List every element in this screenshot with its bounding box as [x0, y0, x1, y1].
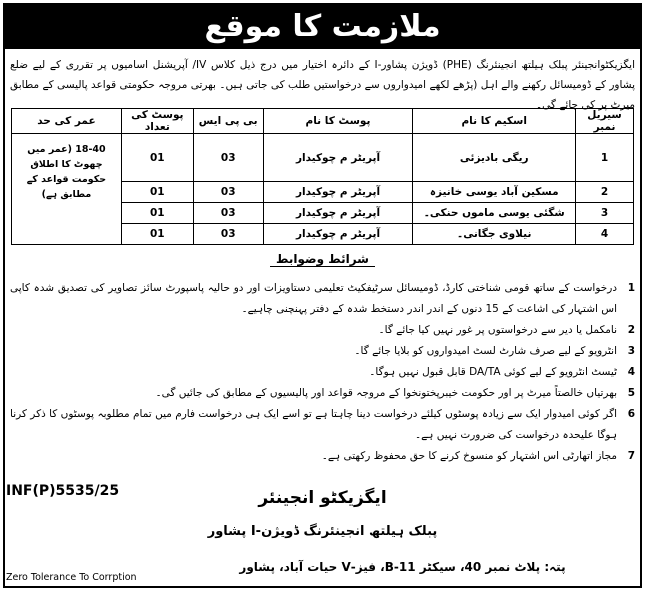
cell-age-limit: 18-40 (عمر میں چھوٹ کا اطلاق حکومت قواعد کے مطابق ہے) [12, 134, 122, 245]
cell-scheme: ریگی بادیزئی [413, 134, 576, 182]
header-serial: سیریل نمبر [576, 109, 634, 134]
cell-serial: 2 [576, 182, 634, 203]
header-scheme: اسکیم کا نام [413, 109, 576, 134]
condition-number: 2 [627, 324, 635, 336]
condition-text: نامکمل یا دیر سے درخواستوں پر غور نہیں کیا جائے گا۔ [378, 324, 617, 336]
posts-table [11, 108, 634, 245]
condition-text: اگر کوئی امیدوار ایک سے زیادہ پوسٹوں کیلئے درخواست دینا چاہتا ہے تو اسے ایک ہی درخواست فارم میں تمام مطلوبہ پوسٹوں کا ذکر کرنا ہوگا علیحدہ درخواست کی ضرورت نہیں ہے۔ [10, 408, 617, 441]
banner-title: ملازمت کا موقع [3, 3, 642, 49]
cell-bps: 03 [193, 182, 263, 203]
inf-code: INF(P)5535/25 [6, 483, 120, 499]
cell-scheme: شگئی یوسی ماموں حنکی۔ [413, 203, 576, 224]
cell-count: 01 [121, 182, 193, 203]
condition-text: انٹرویو کے لیے صرف شارٹ لسٹ امیدواروں کو بلایا جائے گا۔ [354, 345, 617, 357]
list-item [10, 278, 635, 320]
cell-bps: 03 [193, 203, 263, 224]
list-item [10, 383, 635, 404]
condition-number: 1 [627, 282, 635, 294]
cell-count: 01 [121, 224, 193, 245]
cell-bps: 03 [193, 134, 263, 182]
intro-paragraph: ایگزیکٹوانجینئر پبلک ہیلتھ انجینئرنگ (PHE) ڈویژن پشاور-I کے دائرہ اختیار میں درج ذیل کلاس IV/ آپریشنل اسامیوں پر تقرری کے لیے ضلع پشاور کے ڈومیسائل رکھنے والے اہل (پڑھے لکھے امیدواروں سے درخواستیں طلب کی جاتی ہیں۔ بھرتی مروجہ حکومتی قواعد پالیسی کے مطابق میرٹ پر کی جائے گی۔ [10, 59, 635, 111]
condition-text: بھرتیاں خالصتاً میرٹ پر اور حکومت خیبرپختونخوا کے مروجہ قواعد اور پالیسیوں کے مطابق کی جائیں گی۔ [155, 387, 617, 399]
footer-note: Zero Tolerance To Corrption [6, 572, 137, 583]
condition-number: 6 [627, 408, 635, 420]
list-item [10, 362, 635, 383]
cell-count: 01 [121, 134, 193, 182]
condition-text: ٹیسٹ انٹرویو کے لیے کوئی DA/TA قابل قبول نہیں ہوگا۔ [369, 366, 617, 378]
conditions-list [10, 278, 635, 467]
cell-bps: 03 [193, 224, 263, 245]
condition-number: 4 [627, 366, 635, 378]
condition-number: 7 [627, 450, 635, 462]
cell-post: آپریٹر م چوکیدار [263, 224, 413, 245]
header-post: پوسٹ کا نام [263, 109, 413, 134]
header-count: پوسٹ کی تعداد [121, 109, 193, 134]
cell-serial: 4 [576, 224, 634, 245]
signature-title: ایگزیکٹو انجینئر [258, 488, 387, 508]
cell-scheme: مسکین آباد یوسی خانیزہ [413, 182, 576, 203]
conditions-heading-text: شرائط وضوابط [270, 252, 375, 267]
condition-text: مجاز اتھارٹی اس اشتہار کو منسوخ کرنے کا حق محفوظ رکھتی ہے۔ [321, 450, 617, 462]
signature-address: پتہ: پلاٹ نمبر 40، سیکٹر B-11، فیز-V حیات آباد، پشاور [239, 560, 566, 574]
cell-serial: 3 [576, 203, 634, 224]
table-header-row [12, 109, 634, 134]
cell-post: آپریٹر م چوکیدار [263, 203, 413, 224]
cell-count: 01 [121, 203, 193, 224]
list-item [10, 446, 635, 467]
signature-office: پبلک ہیلتھ انجینئرنگ ڈویژن-I پشاور [207, 524, 438, 539]
table-row [12, 134, 634, 182]
condition-number: 3 [627, 345, 635, 357]
cell-post: آپریٹر م چوکیدار [263, 182, 413, 203]
header-age-limit: عمر کی حد [12, 109, 122, 134]
condition-number: 5 [627, 387, 635, 399]
cell-post: آپریٹر م چوکیدار [263, 134, 413, 182]
list-item [10, 320, 635, 341]
cell-scheme: نیلاوی جگانی۔ [413, 224, 576, 245]
list-item [10, 404, 635, 446]
conditions-heading [0, 252, 645, 266]
header-bps: بی پی ایس [193, 109, 263, 134]
list-item [10, 341, 635, 362]
cell-serial: 1 [576, 134, 634, 182]
condition-text: درخواست کے ساتھ قومی شناختی کارڈ، ڈومیسائل سرٹیفکیٹ تعلیمی دستاویزات اور دو حالیہ پاسپورٹ سائز تصاویر کی تصدیق شدہ کاپی اس اشتہار کی اشاعت کے 15 دنوں کے اندر اندر دستخط شدہ کے دفتر پہنچنی چاہیے۔ [10, 282, 617, 315]
